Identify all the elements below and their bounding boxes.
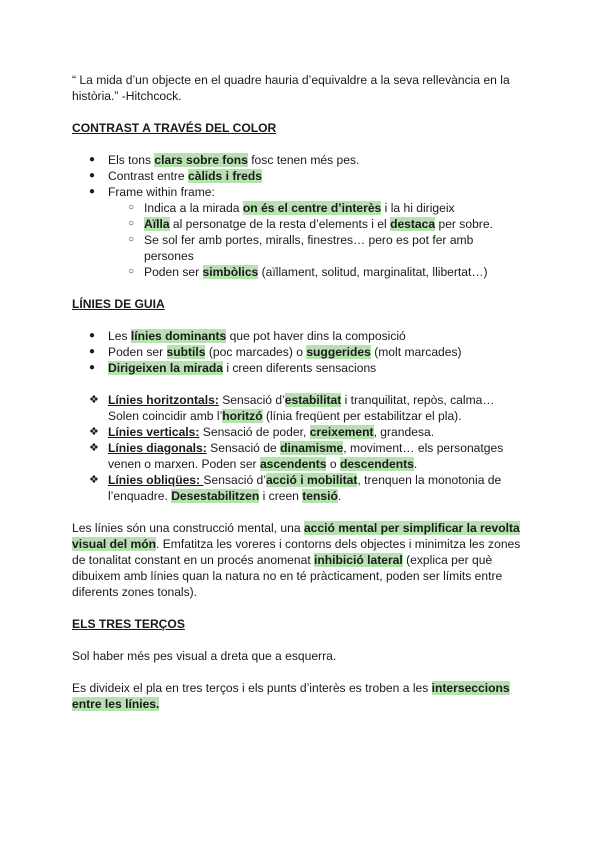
diamond-bullet-icon: ❖ <box>89 394 99 406</box>
list-item: ● Les línies dominants que pot haver dins la composició <box>89 329 406 343</box>
quote-line-2: història.” -Hitchcock. <box>72 89 182 103</box>
highlight: horitzó <box>222 409 263 423</box>
list-item: ● Els tons clars sobre fons fosc tenen més pes. <box>89 153 360 167</box>
highlight: destaca <box>390 217 436 231</box>
list-item: ❖ Línies horitzontals: Sensació d’estabilitat i tranquilitat, repòs, calma… Solen coincidir amb l’horitzó (línia freqüent per estabilitzar el pla). <box>89 393 495 423</box>
highlight: Desestabilitzen <box>171 489 260 503</box>
guide-lines-list <box>72 328 528 376</box>
highlight: inhibició lateral <box>314 553 403 567</box>
sub-list-item: ○ Se sol fer amb portes, miralls, finestres… pero es pot fer amb persones <box>128 233 474 263</box>
highlight: on és el centre d’interès <box>242 201 382 215</box>
highlight: Dirigeixen la mirada <box>108 361 223 375</box>
highlight: visual del món <box>72 537 157 551</box>
list-item: ❖ Línies verticals: Sensació de poder, creixement, grandesa. <box>89 425 435 439</box>
quote <box>72 72 528 104</box>
highlight: acció mental per simplificar la revolta <box>303 521 520 535</box>
sub-list-item: ○ Aïlla al personatge de la resta d’elements i el destaca per sobre. <box>128 217 493 231</box>
list-item: ❖ Línies obliqües: Sensació d’acció i mobilitat, trenquen la monotonia de l’enquadre. Desestabilitzen i creen tensió. <box>89 473 502 503</box>
circle-bullet-icon: ○ <box>128 234 135 245</box>
bullet-icon: ● <box>89 186 96 197</box>
list-item: ● Poden ser subtils (poc marcades) o suggerides (molt marcades) <box>89 345 462 359</box>
diamond-bullet-icon: ❖ <box>89 426 99 438</box>
diamond-bullet-icon: ❖ <box>89 474 99 486</box>
highlight: creixement <box>309 425 374 439</box>
section-title-contrast: CONTRAST A TRAVÉS DEL COLOR <box>72 121 277 135</box>
list-item: ● Frame within frame: <box>89 185 215 199</box>
diamond-bullet-icon: ❖ <box>89 442 99 454</box>
bullet-icon: ● <box>89 330 96 341</box>
highlight: Aïlla <box>144 217 170 231</box>
highlight: acció i mobilitat <box>265 473 358 487</box>
highlight: línies dominants <box>130 329 227 343</box>
highlight: simbòlics <box>202 265 259 279</box>
bullet-icon: ● <box>89 362 96 373</box>
circle-bullet-icon: ○ <box>128 202 135 213</box>
list-item: ❖ Línies diagonals: Sensació de dinamisme, moviment… els personatges venen o marxen. Poden ser ascendents o descendents. <box>89 441 504 471</box>
section-title-thirds: ELS TRES TERÇOS <box>72 617 185 631</box>
highlight: suggerides <box>306 345 371 359</box>
highlight: tensió <box>302 489 338 503</box>
thirds-paragraph-1: Sol haber més pes visual a dreta que a esquerra. <box>72 649 337 663</box>
circle-bullet-icon: ○ <box>128 218 135 229</box>
highlight: clars sobre fons <box>154 153 248 167</box>
highlight: subtils <box>166 345 206 359</box>
highlight: descendents <box>339 457 414 471</box>
highlight: interseccions <box>431 681 510 695</box>
document-page <box>72 72 528 712</box>
highlight: ascendents <box>259 457 327 471</box>
bullet-icon: ● <box>89 154 96 165</box>
line-types-list <box>72 392 528 504</box>
circle-bullet-icon: ○ <box>128 266 135 277</box>
thirds-paragraph-2: Es divideix el pla en tres terços i els punts d’interès es troben a les interseccions entre les línies. <box>72 681 510 711</box>
list-item: ● Contrast entre càlids i freds <box>89 169 262 183</box>
contrast-list <box>72 152 528 280</box>
quote-line-1: “ La mida d’un objecte en el quadre hauria d’equivaldre a la seva rellevància en la <box>72 73 510 87</box>
highlight: entre les línies. <box>72 697 160 711</box>
section-title-guide-lines: LÍNIES DE GUIA <box>72 297 165 311</box>
sub-list-item: ○ Poden ser simbòlics (aïllament, solitud, marginalitat, llibertat…) <box>128 265 488 279</box>
highlight: dinamisme <box>280 441 344 455</box>
lines-paragraph: Les línies són una construcció mental, una acció mental per simplificar la revolta visual del món. Emfatitza les voreres i contorns dels objectes i minimitza les zones de tonalitat constant en un procés anomenat inhibició lateral (explica per què dibuixem amb línies quan la natura no en té pràcticament, poden ser límits entre diferents zones tonals). <box>72 521 521 599</box>
highlight: càlids i freds <box>188 169 262 183</box>
bullet-icon: ● <box>89 346 96 357</box>
sub-list-item: ○ Indica a la mirada on és el centre d’interès i la hi dirigeix <box>128 201 455 215</box>
highlight: estabilitat <box>284 393 342 407</box>
list-item: ● Dirigeixen la mirada i creen diferents sensacions <box>89 361 377 375</box>
bullet-icon: ● <box>89 170 96 181</box>
